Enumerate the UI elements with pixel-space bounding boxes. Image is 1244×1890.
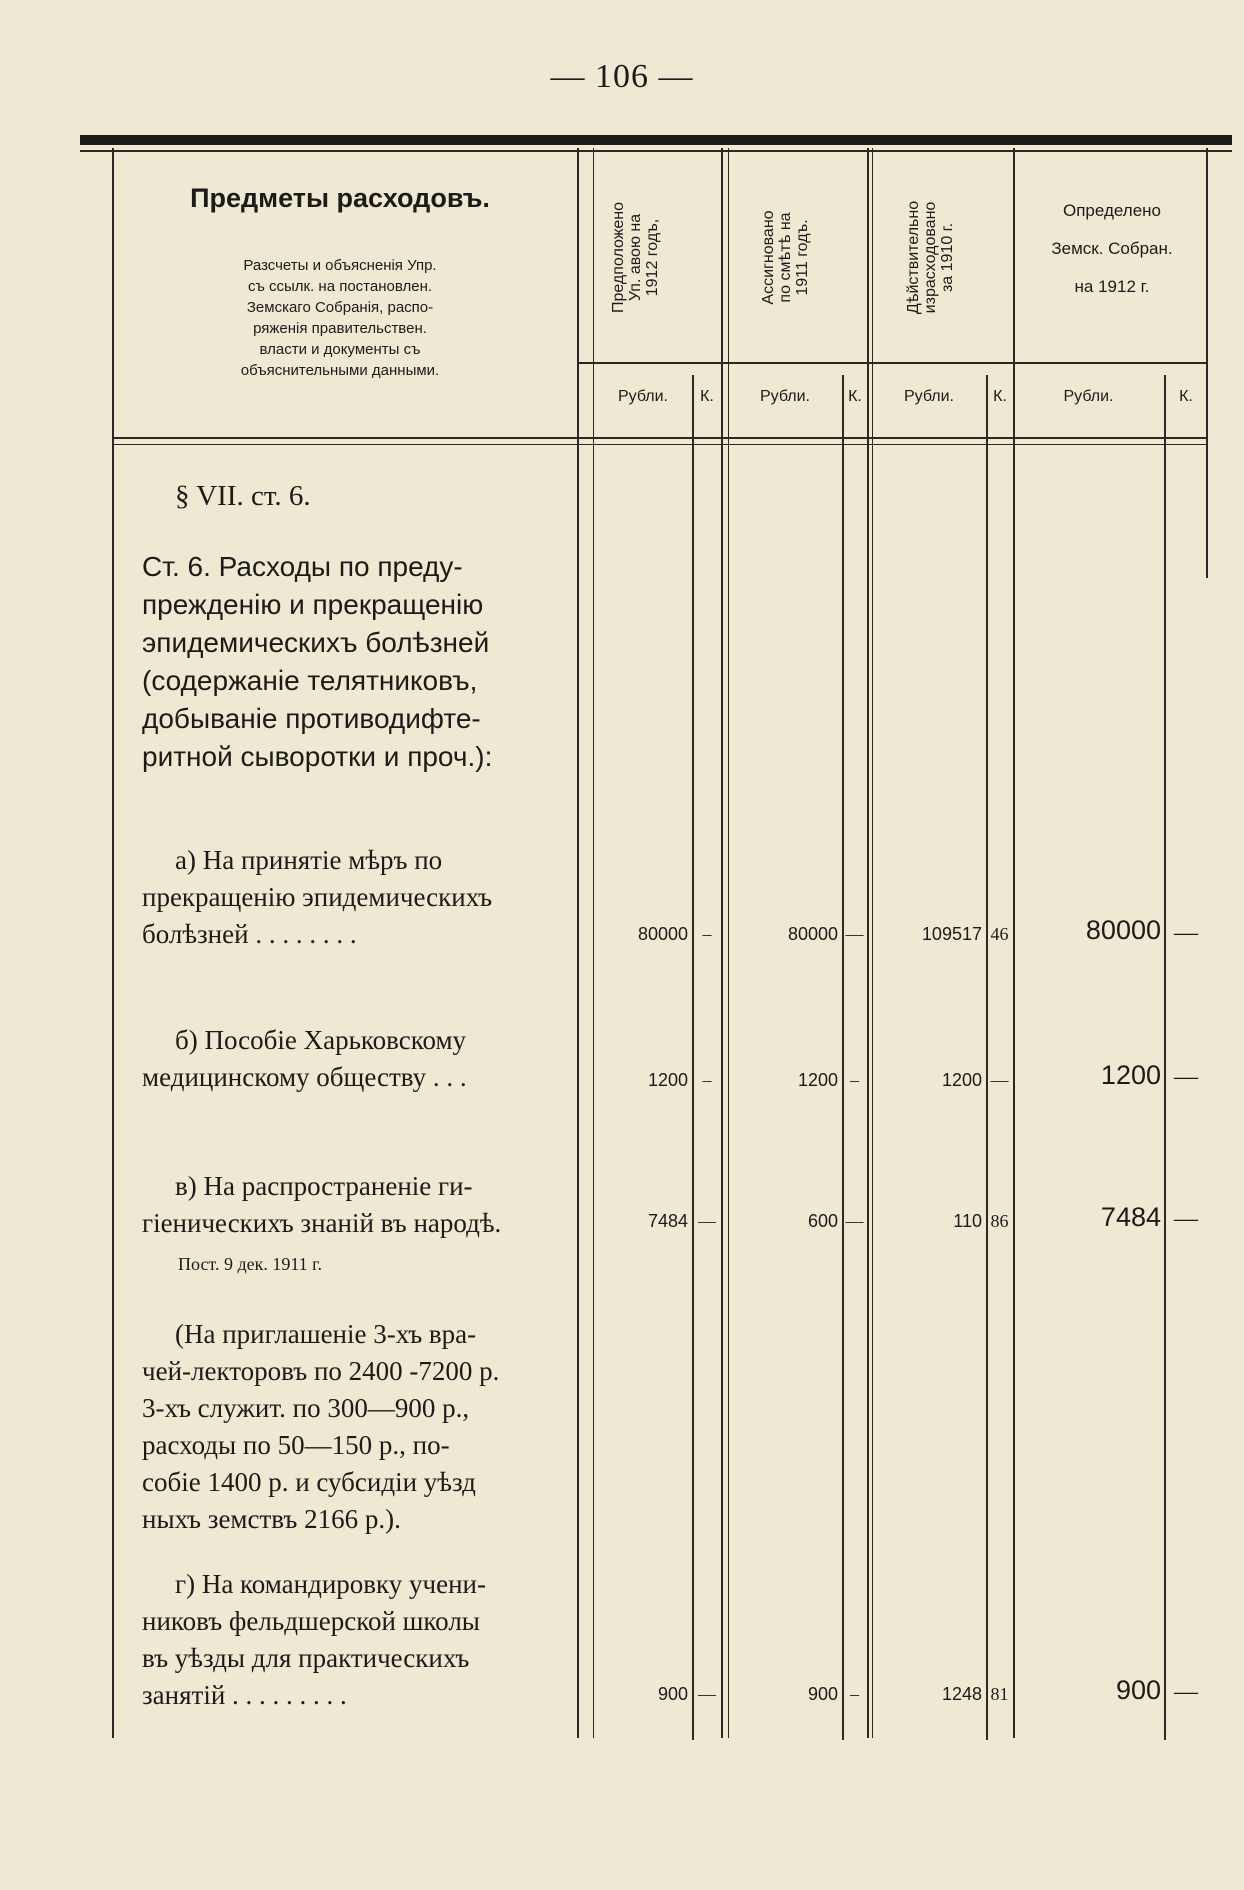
item-c-assigned: 600 <box>807 1211 838 1231</box>
item-b-assigned: 1200 <box>797 1070 838 1090</box>
item-b-determined: 1200 <box>1100 1060 1161 1090</box>
item-c-note: Пост. 9 дек. 1911 г. <box>178 1254 323 1274</box>
item-c-determined-k: — <box>1174 1206 1198 1232</box>
item-a-assigned: 80000 <box>787 924 838 944</box>
item-c-spent: 110 <box>953 1211 982 1231</box>
item-a-text: а) На принятіе мѣръ по прекращенію эпидемическихъ болѣзней . . . . . . . . <box>142 845 493 949</box>
item-d-spent-k: 81 <box>990 1684 1009 1704</box>
item-c-explanation: (На приглашеніе 3-хъ вра- чей-лекторовъ по 2400 -7200 р. 3-хъ служит. по 300—900 р., расходы по 50—150 р., по- собіе 1400 р. и субсидіи уѣзд ныхъ земствъ 2166 р.). <box>142 1319 500 1534</box>
item-c-text: в) На распространеніе ги- гіеническихъ знаній въ народѣ. <box>142 1171 502 1238</box>
item-b-spent: 1200 <box>941 1070 982 1090</box>
item-c-proposed: 7484 <box>647 1211 688 1231</box>
unit-rub: Рубли. <box>617 388 668 405</box>
item-a-determined-k: — <box>1174 920 1198 946</box>
item-b-text: б) Пособіе Харьковскому медицинскому обществу . . . <box>142 1025 467 1092</box>
item-a-spent-k: 46 <box>990 924 1009 944</box>
item-b-spent-k: — <box>990 1070 1009 1090</box>
item-d-assigned: 900 <box>807 1684 838 1704</box>
item-c-spent-k: 86 <box>990 1211 1009 1231</box>
item-a-proposed-k: – <box>702 924 712 944</box>
unit-rub: Рубли. <box>1063 388 1114 405</box>
item-d-determined: 900 <box>1115 1675 1161 1705</box>
item-a-spent: 109517 <box>921 924 982 944</box>
item-b-assigned-k: – <box>850 1070 859 1090</box>
item-a-proposed: 80000 <box>637 924 688 944</box>
top-rule-thin <box>80 150 1232 152</box>
item-b-determined-k: — <box>1174 1064 1198 1090</box>
unit-kop: К. <box>700 388 714 405</box>
item-d-spent: 1248 <box>941 1684 982 1704</box>
header-subtitle: Разсчеты и объясненія Упр. съ ссылк. на постановлен. Земскаго Собранія, распо- ряженія правительствен. власти и документы съ объяснительными данными. <box>240 257 440 379</box>
article-title: Ст. 6. Расходы по преду- прежденію и прекращенію эпидемическихъ болѣзней (содержаніе телятниковъ, добываніе противодифте- ритной сыворотки и проч.): <box>142 551 493 772</box>
item-b-proposed: 1200 <box>647 1070 688 1090</box>
unit-rub: Рубли. <box>759 388 810 405</box>
item-d-determined-k: — <box>1174 1679 1198 1705</box>
item-a-determined: 80000 <box>1085 915 1161 945</box>
unit-kop: К. <box>1179 388 1193 405</box>
item-a-assigned-k: — <box>845 924 864 944</box>
item-c-determined: 7484 <box>1100 1202 1161 1232</box>
item-d-proposed: 900 <box>657 1684 688 1704</box>
header-determined: Определено Земск. Собран. на 1912 г. <box>1051 201 1173 296</box>
item-d-text: г) На командировку учени- никовъ фельдшерской школы въ уѣзды для практическихъ занятій . . . . . . . . . <box>142 1569 486 1710</box>
item-c-assigned-k: — <box>845 1211 864 1231</box>
header-spent: Дѣйствительно израсходовано за 1910 г. <box>905 200 956 315</box>
item-d-assigned-k: – <box>850 1684 859 1704</box>
section-heading: § VII. ст. 6. <box>175 480 311 512</box>
item-b-proposed-k: – <box>702 1070 712 1090</box>
header-proposed: Предположено Уп. авою на 1912 годъ, <box>610 201 661 314</box>
item-c-proposed-k: — <box>698 1211 716 1231</box>
item-d-proposed-k: — <box>698 1684 716 1704</box>
unit-rub: Рубли. <box>903 388 954 405</box>
unit-kop: К. <box>848 388 862 405</box>
top-rule <box>80 135 1232 145</box>
header-title: Предметы расходовъ. <box>190 183 490 213</box>
unit-kop: К. <box>993 388 1007 405</box>
page-number: — 106 — <box>550 58 694 95</box>
header-assigned: Ассигновано по смѣтѣ на 1911 годъ. <box>760 210 811 305</box>
